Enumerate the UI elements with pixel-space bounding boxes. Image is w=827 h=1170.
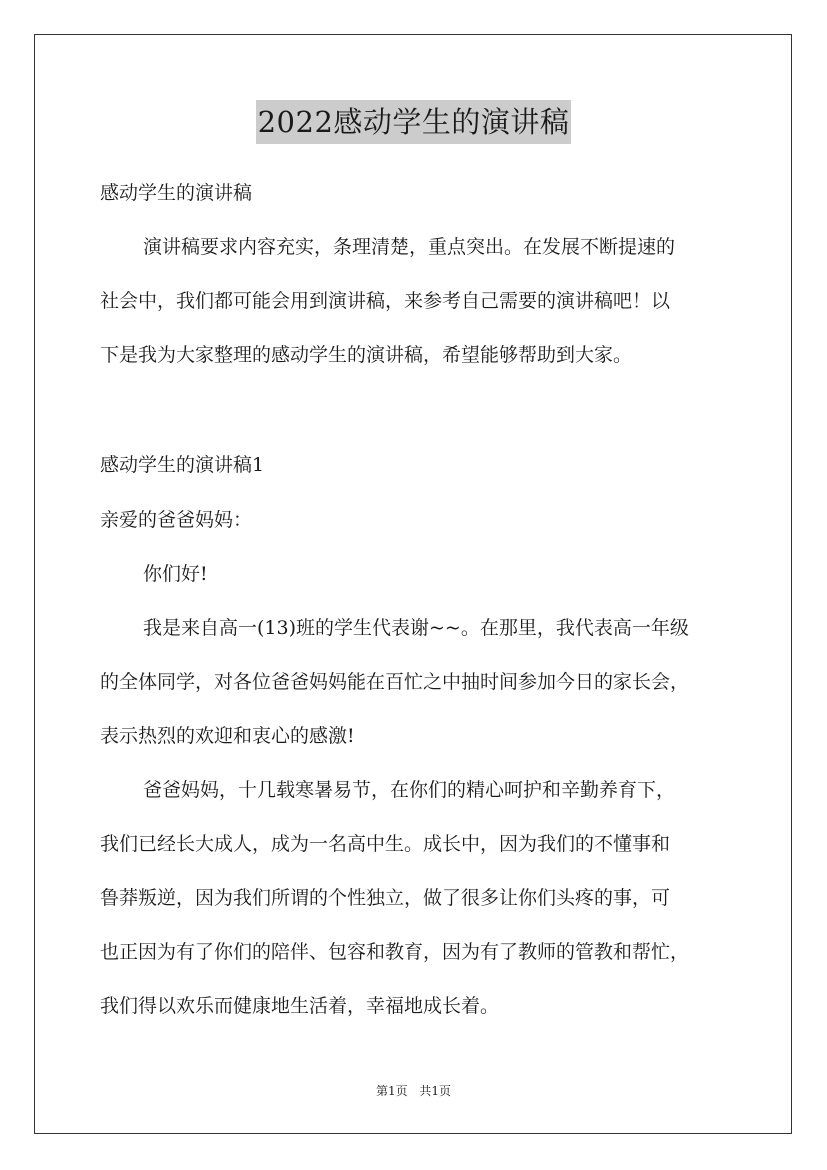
page-total: 共1页 xyxy=(419,1084,452,1098)
paragraph-line: 爸爸妈妈，十几载寒暑易节，在你们的精心呵护和辛勤养育下， xyxy=(143,779,676,801)
paragraph-line: 我们得以欢乐而健康地生活着，幸福地成长着。 xyxy=(100,995,500,1017)
section-heading: 感动学生的演讲稿1 xyxy=(100,454,265,476)
paragraph-line: 的全体同学，对各位爸爸妈妈能在百忙之中抽时间参加今日的家长会， xyxy=(100,671,690,693)
paragraph-line: 鲁莽叛逆，因为我们所谓的个性独立，做了很多让你们头疼的事，可 xyxy=(100,887,671,909)
document-subtitle: 感动学生的演讲稿 xyxy=(100,182,253,204)
document-title: 2022感动学生的演讲稿 xyxy=(256,100,572,144)
intro-line: 演讲稿要求内容充实，条理清楚，重点突出。在发展不断提速的 xyxy=(143,236,676,258)
title-container xyxy=(0,100,827,144)
intro-line: 社会中，我们都可能会用到演讲稿，来参考自己需要的演讲稿吧！以 xyxy=(100,290,671,312)
paragraph-line: 表示热烈的欢迎和衷心的感激! xyxy=(100,725,355,747)
paragraph-line: 我们已经长大成人，成为一名高中生。成长中，因为我们的不懂事和 xyxy=(100,833,671,855)
salutation: 亲爱的爸爸妈妈： xyxy=(100,509,253,531)
page-footer xyxy=(0,1082,827,1100)
intro-line: 下是我为大家整理的感动学生的演讲稿，希望能够帮助到大家。 xyxy=(100,344,633,366)
paragraph-line: 我是来自高一(13)班的学生代表谢~~。在那里，我代表高一年级 xyxy=(143,617,689,639)
greeting: 你们好! xyxy=(143,563,208,585)
paragraph-line: 也正因为有了你们的陪伴、包容和教育，因为有了教师的管教和帮忙， xyxy=(100,941,690,963)
page-number: 第1页 xyxy=(375,1084,408,1098)
